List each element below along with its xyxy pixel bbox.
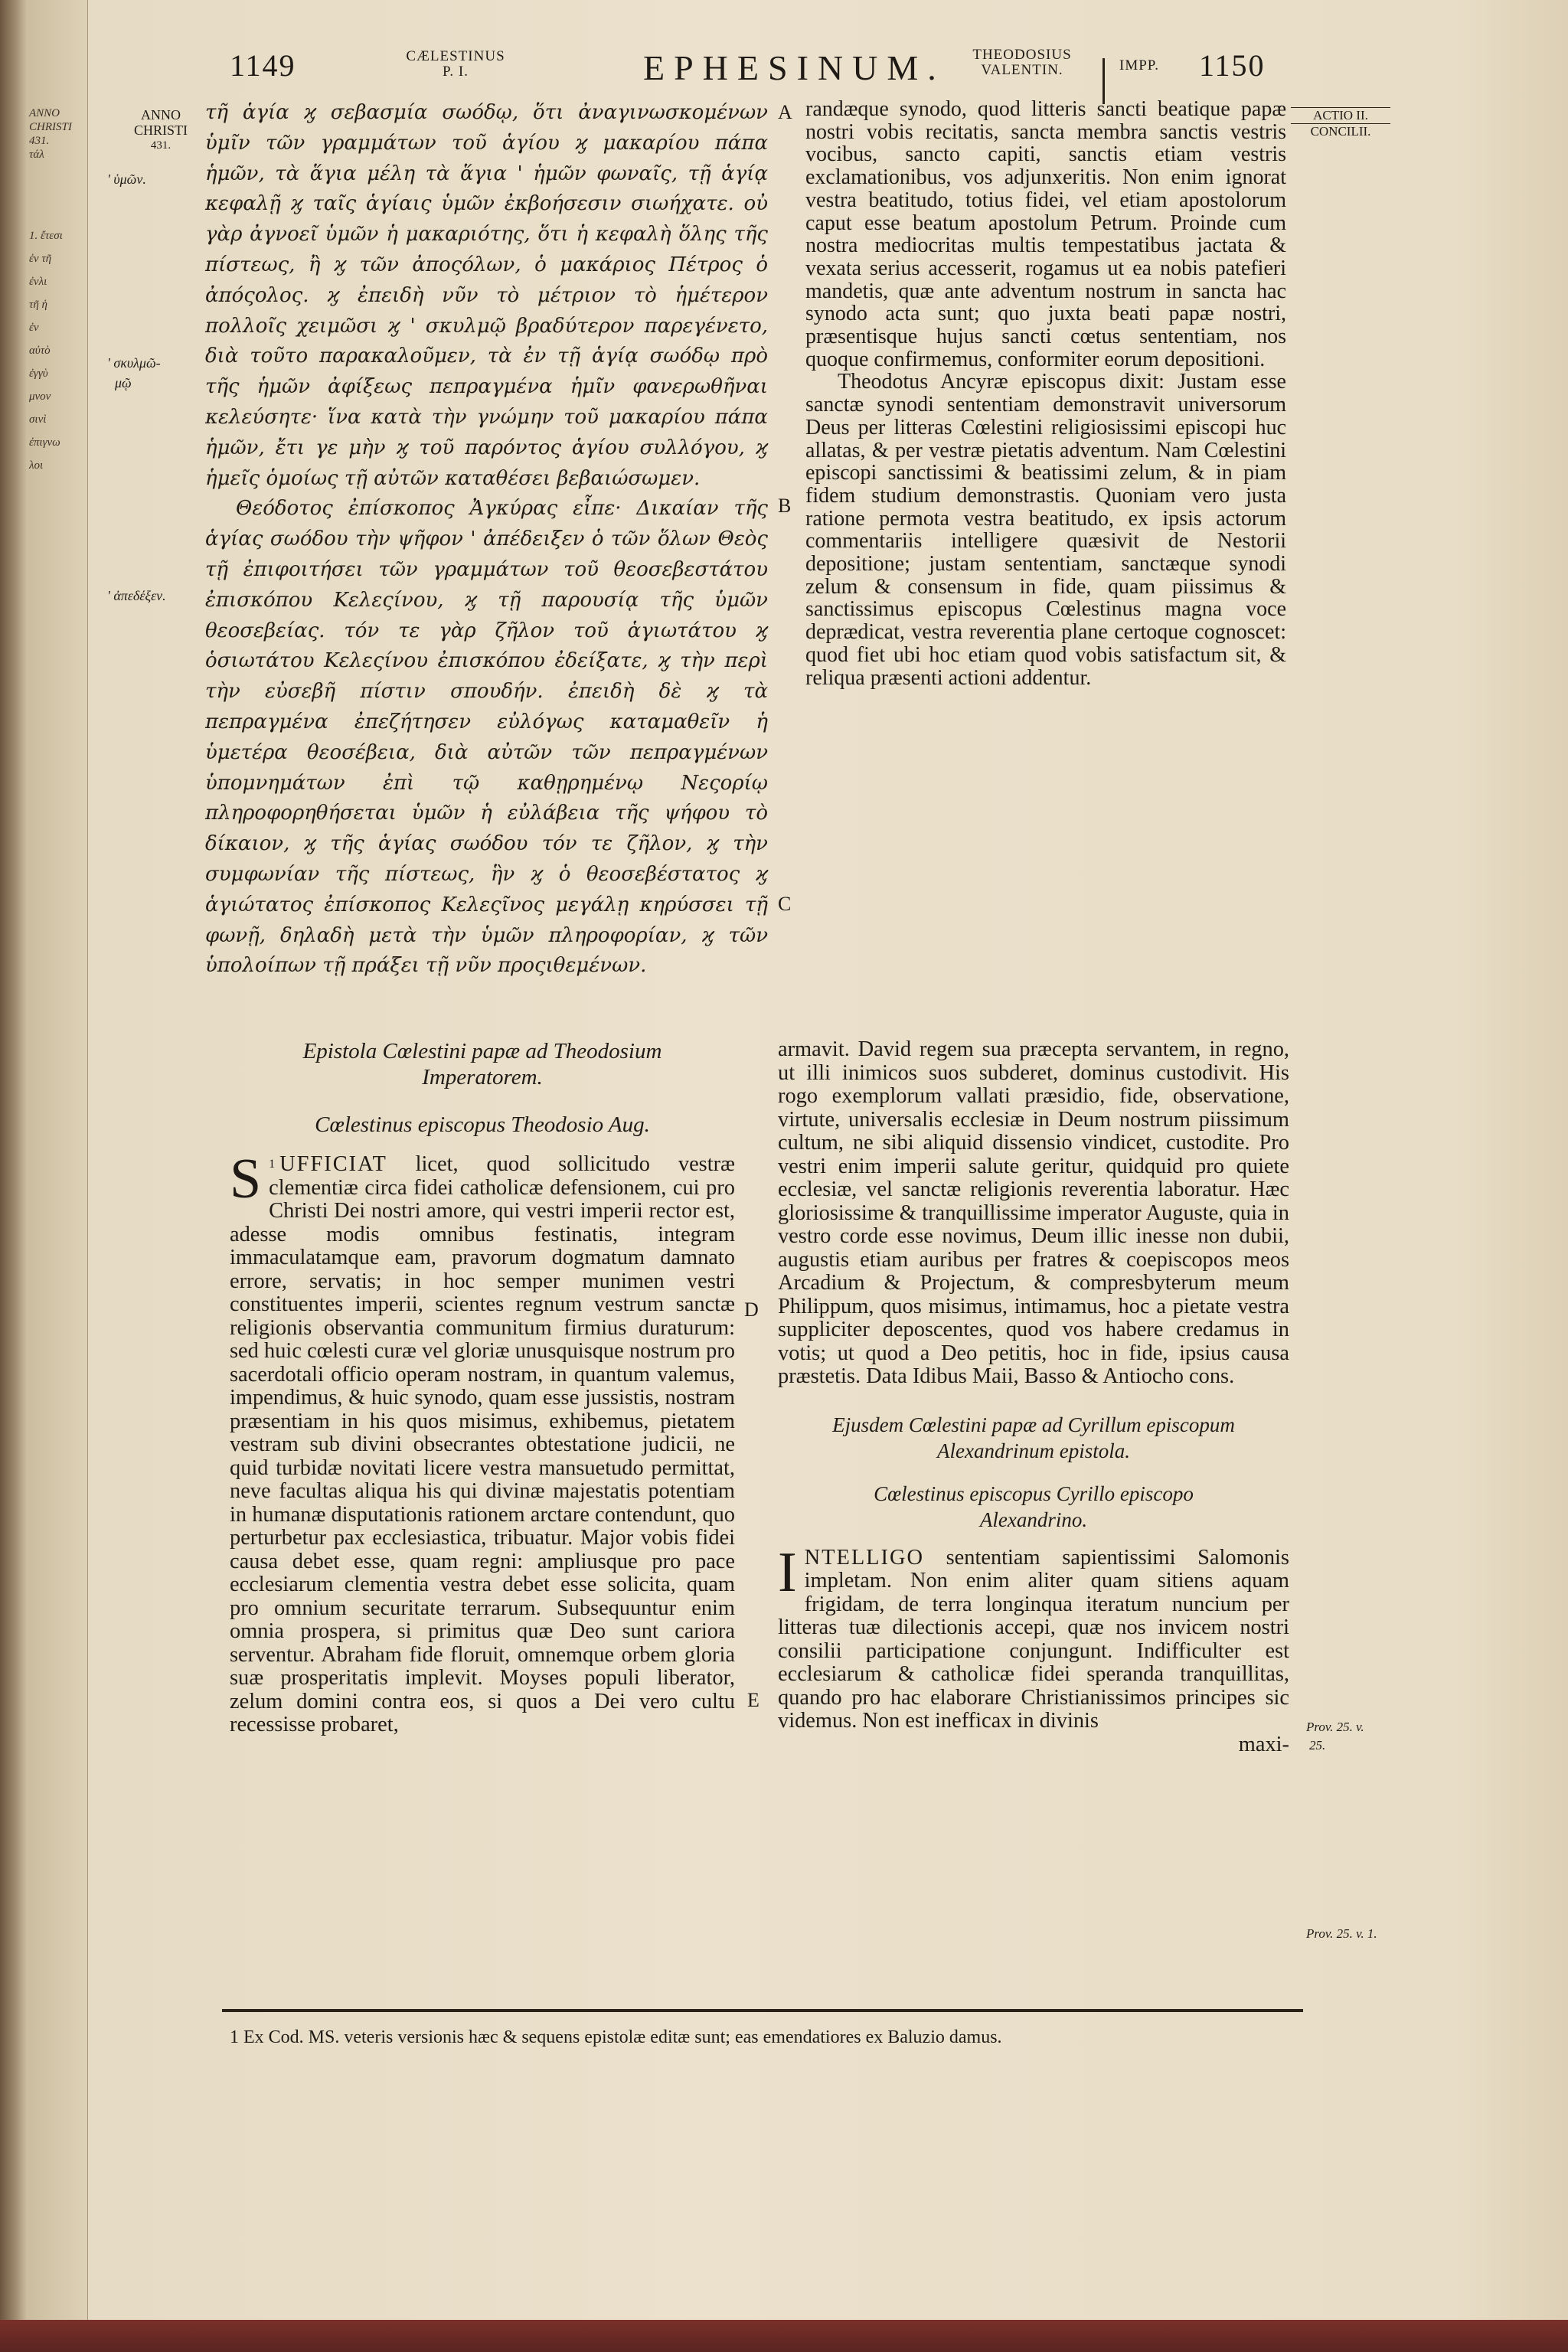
prev-page-text: τάλ bbox=[29, 149, 44, 161]
footnote-rule bbox=[222, 2009, 1303, 2012]
prev-page-text: σινὶ bbox=[29, 413, 47, 426]
footnote: 1 Ex Cod. MS. veteris versionis hæc & sequens epistolæ editæ sunt; eas emendatiores ex Baluzio damus. bbox=[230, 2027, 1002, 2047]
epistle-cyril-title bbox=[778, 1412, 1289, 1464]
running-head-right bbox=[942, 47, 1102, 93]
prev-page-text: ANNO bbox=[29, 107, 60, 119]
previous-page-edge bbox=[26, 0, 88, 2352]
margin-christi: CHRISTI bbox=[133, 122, 188, 138]
greek-paragraph: Θεόδοτος ἐπίσκοπος Ἀγκύρας εἶπε· Δικαίαν τῆς ἁγίας σωόδου τὴν ψῆφον ' ἀπέδειξεν ὁ τῶν ὅλων Θεὸς τῇ ἐπιφοιτήσει τῶν γραμμάτων τοῦ θεοσεβεστάτου ἐπισκόπου Κελεςίνου, ϗ τῇ παρουσίᾳ τῆς ὑμῶν θεοσεβείας. τόν τε γὰρ ζῆλον τοῦ ἁγιωτάτου ϗ ὁσιωτάτου Κελεςίνου ἐπισκόπου ἐδείξατε, ϗ τὴν περὶ τὴν εὐσεβῆ πίστιν σπουδήν. ἐπειδὴ δὲ ϗ τὰ πεπραγμένα ἐπεζήτησεν εὐλόγως καταμαθεῖν ἡ ὑμετέρα θεοσέβεια, διὰ αὐτῶν τῶν πεπραγμένων ὑπομνημάτων ἐπὶ τῷ καθῃρημένῳ Νεςορίῳ πληροφορηθήσεται ὑμῶν ἡ εὐλάβεια τῆς ψήφου τὸ δίκαιον, ϗ τῆς ἁγίας σωόδου τόν τε ζῆλον, ϗ τὴν συμφωνίαν τῆς πίστεως, ἣν ϗ ὁ θεοσεβέστατος ϗ ἁγιώτατος ἐπίσκοπος Κελεςῖνος μεγάλῃ κηρύσσει τῇ φωνῇ, δηλαδὴ μετὰ τὴν ὑμῶν πληροφορίαν, ϗ τῶν ὑπολοίπων τῇ πράξει τῇ νῦν προςιθεμένων. bbox=[205, 497, 768, 978]
section-letter-a: A bbox=[778, 101, 792, 123]
section-letter-c: C bbox=[778, 893, 792, 915]
prev-page-text: μνον bbox=[29, 390, 51, 403]
epistle-body-continued: armavit. David regem sua præcepta servantem, in regno, ut illi inimicos suos subderet, dominus custodivit. His rogo exemplorum vallati præsidio, fide, observatione, virtute, universalis ecclesiæ in Deum nostrum piissimum cultum, ne sibi aliquid dissensio vindicet, custodite. Pro vestri enim imperii salute geritur, quidquid pro quiete ecclesiæ, vel sanctæ religionis reverentia laboratur. Hæc gloriosissime & tranquillissime imperator Auguste, quia in vestro corde esse novimus, Deum illic inesse non dubii, augustis etiam auribus per fratres & coepiscopos meos Arcadium & Projectum, & compresbyterum meum Philippum, quos misimus, intimamus, hoc a pietate vestra suppliciter deposcentes, quod vos habere credamus in votis; ut quod a Deo petitis, hoc in fide, ipsius causa præstetis. Data Idibus Maii, Basso & Antiocho cons. bbox=[778, 1037, 1289, 1388]
greek-paragraph: τῆ ἁγία ϗ σεβασμία σωόδῳ, ὅτι ἀναγινωσκομένων ὑμῖν τῶν γραμμάτων τοῦ ἁγίου ϗ μακαρίου πάπα ἡμῶν, τὰ ἅγια μέλη τὰ ἅγια ' ἡμῶν φωναῖς, τῇ ἁγίᾳ κεφαλῇ ϗ ταῖς ἁγίαις ὑμῶν ἐκβοήσεσιν σιωήχατε. οὐ γὰρ ἀγνοεῖ ὑμῶν ἡ μακαριότης, ὅτι ἡ κεφαλὴ ὅλης τῆς πίστεως, ἢ ϗ τῶν ἀποςόλων, ὁ μακάριος Πέτρος ὁ ἀπόςολος. ϗ ἐπειδὴ νῦν τὸ μέτριον τὸ ἡμέτερον πολλοῖς χειμῶσι ϗ ' σκυλμῷ βραδύτερον παρεγένετο, διὰ τοῦτο παρακαλοῦμεν, τὰ ἐν τῇ ἁγίᾳ σωόδῳ πρὸ τῆς ἡμῶν ἀφίξεως πεπραγμένα ἡμῖν φανερωθῆναι κελεύσητε· ἵνα κατὰ τὴν γνώμην τοῦ μακαρίου πάπα ἡμῶν, ἔτι γε μὴν ϗ τοῦ παρόντος ἁγίου συλλόγου, ϗ ἡμεῖς ὁμοίως τῇ αὐτῶν καταθέσει βεβαιώσωμεν. bbox=[205, 101, 768, 490]
epistle-salutation: Cœlestinus episcopus Theodosio Aug. bbox=[315, 1112, 650, 1137]
salutation-line: Cœlestinus episcopus Cyrillo episcopo bbox=[874, 1481, 1194, 1505]
prev-page-text: ἐγγὺ bbox=[29, 368, 48, 380]
margin-scripture-ref: Prov. 25. v. bbox=[1306, 1720, 1364, 1734]
latin-paragraph: Theodotus Ancyræ episcopus dixit: Justam esse sanctæ synodi sententiam demonstravit universorum Deus per litteras Cœlestini religiosissimi episcopi huc allatas, & per vestræ pietatis adventum. Nam Cœlestini episcopi sanctissimi & beatissimi zelum, & in piam fidem studium demonstrastis. Quoniam vero justa ratione permota vestra beatitudo, ex ipsis actorum commentariis intelligere quæsivit de Nestorii depositione; justam sententiam, sanctæque synodi zelum & consensum in fide, quam piissimus & sanctissimus episcopus Cœlestinus magna voce deprædicat, vestra reverentia plane certoque cognoscet: quod fiet ubi hoc etiam quod vobis satisfactum sit, & reliqua præsenti actioni addentur. bbox=[805, 370, 1286, 690]
footnote-mark: 1 bbox=[269, 1158, 276, 1171]
epistle-body-text: sententiam sapientissimi Salomonis impletam. Non enim aliter quam sitiens aquam frigidam, de terra longinqua iteratum nuncium per litteras tuæ dilectionis accepi, quæ nos invicem nostri consilii participatione conjungunt. Indifficulter est ecclesiarum & catholicæ fidei speranda tranquillitas, quando pro hac elaborare Christianissimos principes sic videmus. Non est inefficax in divinis bbox=[778, 1545, 1289, 1733]
prev-page-text: ἐνλι bbox=[29, 276, 47, 288]
salutation-line: Alexandrino. bbox=[979, 1508, 1088, 1531]
margin-gloss: ' σκυλμῶ- bbox=[107, 355, 161, 371]
running-head-left bbox=[375, 49, 536, 95]
page-number-right: 1150 bbox=[1199, 48, 1266, 83]
margin-year-note bbox=[115, 107, 207, 153]
page-number-left: 1149 bbox=[230, 48, 296, 83]
margin-gloss: μῷ bbox=[115, 375, 132, 390]
prev-page-text: αὐτὸ bbox=[29, 345, 51, 357]
prev-page-text: τῆ ἡ bbox=[29, 299, 48, 311]
epistle-theodosius-left-column bbox=[230, 1038, 735, 1737]
section-letter-b: B bbox=[778, 495, 792, 517]
opening-word: NTELLIGO bbox=[804, 1545, 924, 1570]
prev-page-text: ἐπιγνω bbox=[29, 436, 60, 449]
greek-text-column bbox=[205, 98, 768, 982]
epistle-title bbox=[230, 1038, 735, 1090]
prev-page-text: CHRISTI bbox=[29, 121, 72, 133]
running-head-left-line: P. I. bbox=[442, 64, 469, 80]
epistle-title-line: Epistola Cœlestini papæ ad Theodosium bbox=[302, 1039, 662, 1063]
margin-scripture-ref: Prov. 25. v. 1. bbox=[1306, 1926, 1377, 1941]
running-title: EPHESINUM. bbox=[643, 48, 946, 87]
epistle-cyril-salutation bbox=[778, 1481, 1289, 1533]
epistle-right-column bbox=[778, 1038, 1289, 1756]
drop-cap: I bbox=[778, 1540, 797, 1604]
drop-cap: S bbox=[230, 1148, 262, 1210]
epistle-title-line: Alexandrinum epistola. bbox=[937, 1439, 1130, 1462]
book-gutter bbox=[0, 0, 26, 2352]
margin-actio: ACTIO II. bbox=[1291, 107, 1390, 124]
section-letter-e: E bbox=[747, 1689, 760, 1711]
catchword: maxi- bbox=[1238, 1732, 1289, 1756]
running-head-right-line: VALENTIN. bbox=[981, 62, 1063, 78]
margin-actio-note bbox=[1291, 107, 1390, 139]
margin-gloss: ' ὑμῶν. bbox=[107, 172, 146, 187]
margin-concilii: CONCILII. bbox=[1310, 124, 1371, 139]
latin-text-column bbox=[805, 98, 1286, 689]
margin-gloss: ' ἀπεδέξεν. bbox=[107, 588, 166, 603]
running-head-impp: IMPP. bbox=[1102, 58, 1174, 104]
opening-word: UFFICIAT bbox=[279, 1152, 387, 1176]
margin-anno: ANNO bbox=[141, 107, 181, 122]
prev-page-text: ἐν τῆ bbox=[29, 253, 52, 265]
prev-page-text: ἐν bbox=[29, 322, 39, 334]
latin-paragraph: randæque synodo, quod litteris sancti beatique papæ nostri vobis recitatis, sancta membra sanctis vestris vocibus, sancto capiti, sanctis etiam vestris exclamationibus, vos adjunxeritis. Non enim ignorat vestra beatitudo, totius fidei, vel etiam apostolorum caput esse beatum apostolum Petrum. Proinde cum nostra mediocritas multis tempestatibus jactata & vexata serius accesserit, rogamus ut ea nobis patefieri mandetis, quæ ante adventum nostrum in sancta hac synodo acta sunt; quo juxta beati papæ nostri, præsentisque hujus sancti cœtus sententiam, nos quoque confirmemus, conformiter eorum depositioni. bbox=[805, 97, 1286, 371]
section-letter-d: D bbox=[744, 1298, 759, 1321]
margin-year: 431. bbox=[150, 139, 172, 152]
epistle-title-line: Imperatorem. bbox=[422, 1065, 543, 1089]
margin-scripture-ref: 25. bbox=[1309, 1738, 1326, 1753]
running-head-right-line: THEODOSIUS bbox=[972, 47, 1072, 63]
book-bottom-edge bbox=[0, 2320, 1568, 2352]
prev-page-text: λοι bbox=[29, 459, 44, 472]
prev-page-text: 431. bbox=[29, 135, 50, 147]
epistle-title-line: Ejusdem Cœlestini papæ ad Cyrillum episcopum bbox=[832, 1413, 1235, 1436]
epistle-cyril-body bbox=[778, 1540, 1289, 1733]
epistle-body-text: licet, quod sollicitudo vestræ clementiæ circa fidei catholicæ defensionem, cui pro Christi Dei nostri amore, qui vestri imperii rector est, adesse modis omnibus festinatis, integram immaculatamque eam, pravorum dogmatum damnato errore, servatis; in hoc semper munimen vestri constituentes imperii, scientes regnum vestrum sanctæ religionis observantia communitum firmius duraturum: sed huic cœlesti curæ vel gloriæ unusquisque nostrum pro sacerdotali officio operam nostram, in quantum valemus, impendimus, & huic synodo, quam esse jussistis, nostram præsentiam in his quos misimus, exhibemus, pietatem vestram sub divini obsecrantes obtestatione judicii, ne quid turbidæ novitati licere vestra mansuetudo permittat, neve facultas aliqua his qui divinæ majestatis potentiam in humanæ disputationis rationem arctare contendunt, quo perturbetur pax ecclesiastica, tribuatur. Major vobis fidei causa debet esse, quam regni: ampliusque pro pace ecclesiarum clementia vestra debet esse solicita, quam pro omnium securitate terrarum. Subsequuntur enim omnia prospera, si primitus quæ Deo sunt cariora serventur. Abraham fide floruit, omnemque orbem gloria suæ prosperitatis implevit. Moyses populi liberator, zelum domini contra eos, si quos a Dei vero cultu recessisse probaret, bbox=[230, 1152, 735, 1736]
running-head-left-line: CÆLESTINUS bbox=[406, 48, 505, 64]
epistle-body bbox=[230, 1148, 735, 1737]
prev-page-text: 1. ἔτεσι bbox=[29, 230, 63, 242]
